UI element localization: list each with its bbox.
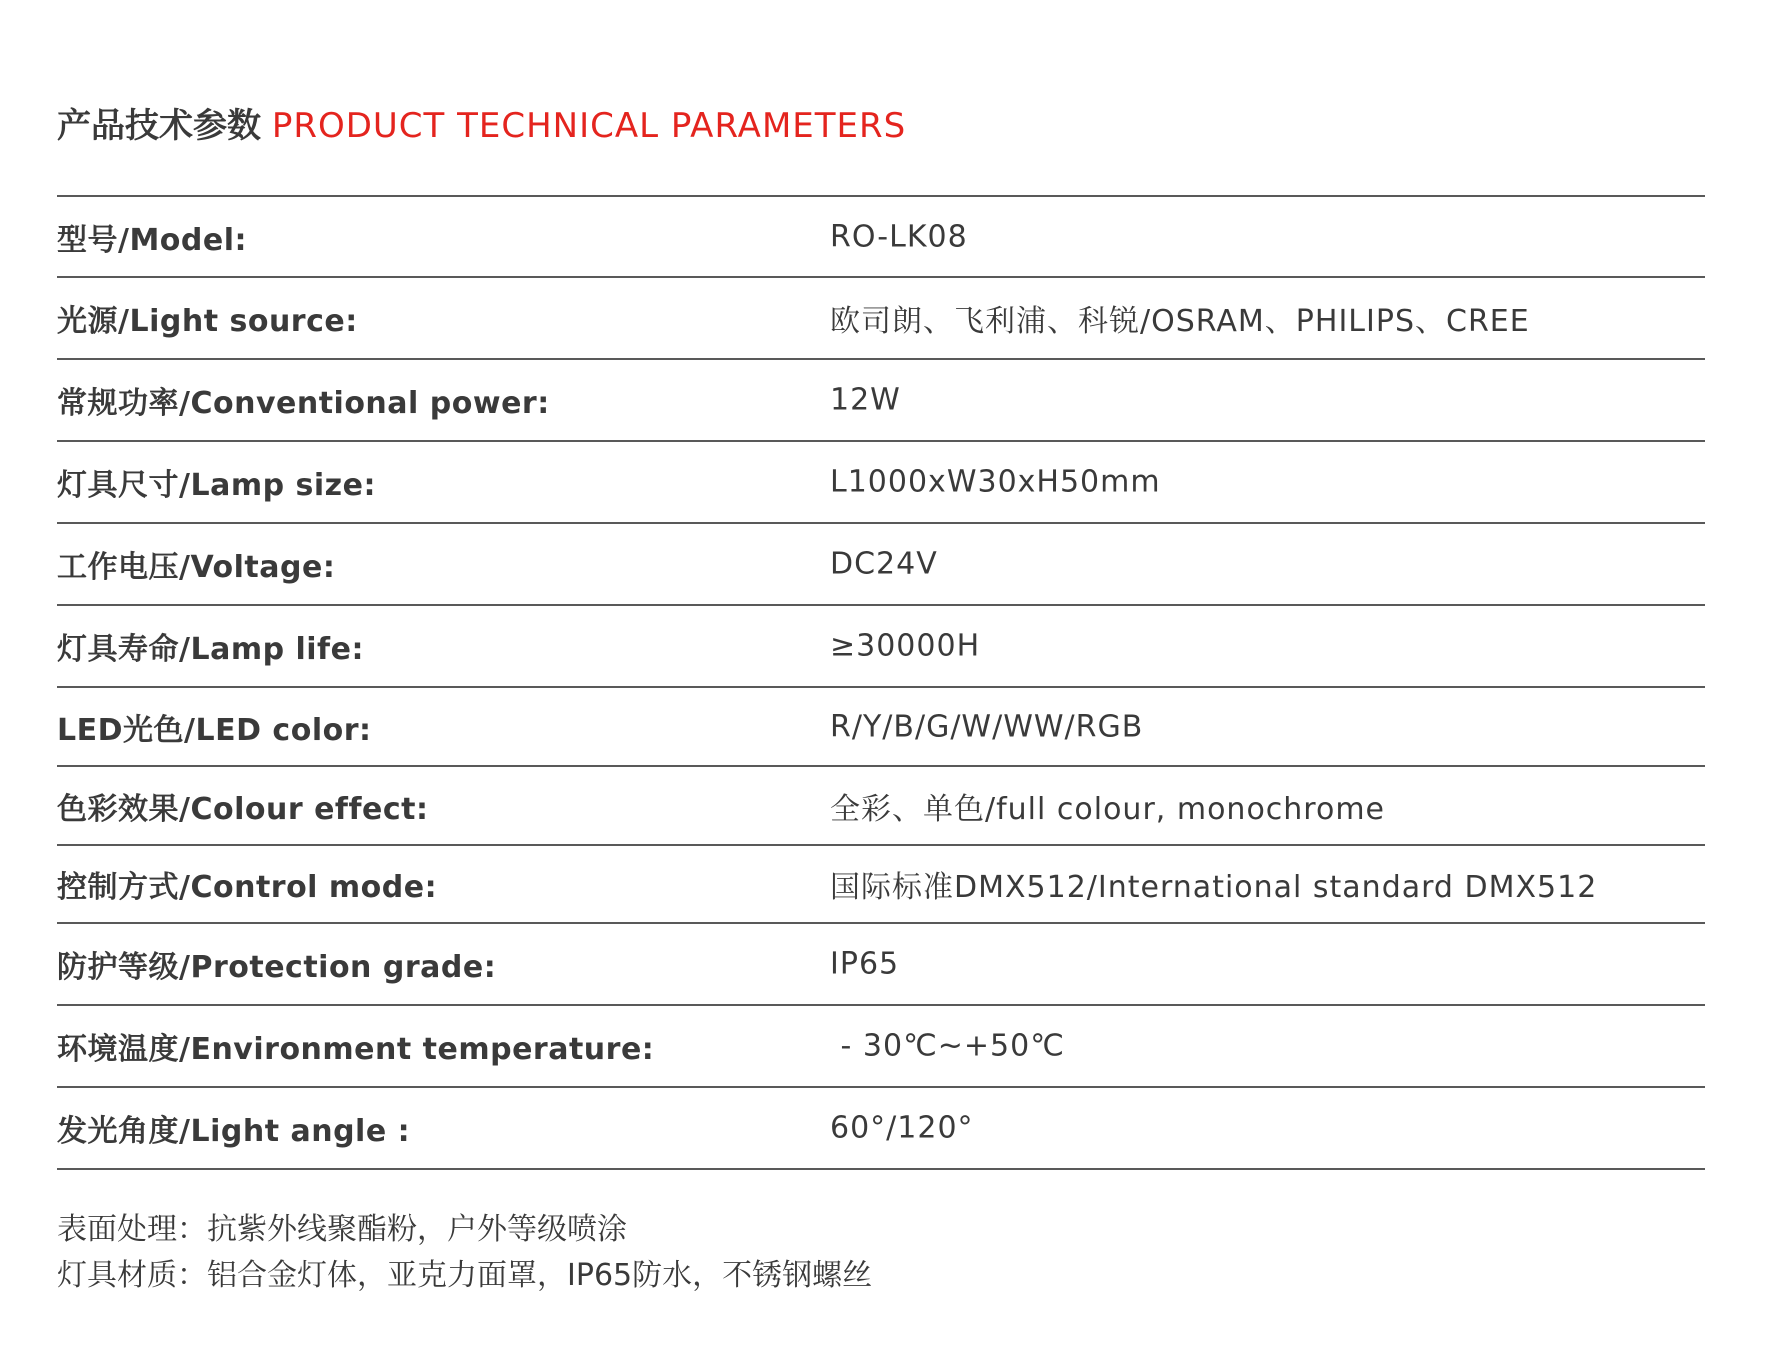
note-surface-treatment: 表面处理：抗紫外线聚酯粉，户外等级喷涂 [57,1212,627,1247]
param-row-voltage [57,524,1705,606]
param-label: 防护等级/Protection grade: [57,950,497,985]
param-row-lamp-life [57,606,1705,688]
page-title [57,102,906,150]
param-value: 欧司朗、飞利浦、科锐/OSRAM、PHILIPS、CREE [830,304,1530,339]
param-row-lamp-size [57,442,1705,524]
param-label: 灯具尺寸/Lamp size: [57,468,376,503]
param-row-protection-grade [57,924,1705,1006]
param-value: - 30℃~+50℃ [830,1028,1065,1064]
param-label: 工作电压/Voltage: [57,550,336,585]
param-label: LED光色/LED color: [57,712,372,748]
param-row-control-mode [57,846,1705,924]
param-row-environment-temperature [57,1006,1705,1088]
param-label: 环境温度/Environment temperature: [57,1032,655,1067]
param-value: 60°/120° [830,1110,974,1146]
param-value: L1000xW30xH50mm [830,464,1161,500]
param-label: 光源/Light source: [57,304,358,339]
param-row-colour-effect [57,767,1705,846]
param-value: ≥30000H [830,628,981,664]
note-lamp-material: 灯具材质：铝合金灯体，亚克力面罩，IP65防水，不锈钢螺丝 [57,1258,873,1293]
title-english: PRODUCT TECHNICAL PARAMETERS [271,106,907,146]
param-row-power [57,360,1705,442]
param-row-light-source [57,278,1705,360]
param-label: 灯具寿命/Lamp life: [57,632,364,667]
notes [57,1207,872,1299]
param-row-model [57,197,1705,278]
param-value: R/Y/B/G/W/WW/RGB [830,709,1144,744]
param-label: 型号/Model: [57,222,248,258]
param-row-led-color [57,688,1705,767]
param-label: 发光角度/Light angle : [57,1114,411,1149]
param-label: 控制方式/Control mode: [57,870,438,905]
param-label: 常规功率/Conventional power: [57,386,550,421]
param-value: DC24V [830,546,938,582]
param-value: 12W [830,382,901,418]
param-value: IP65 [830,946,900,982]
param-value: 全彩、单色/full colour, monochrome [830,791,1386,827]
param-value: RO-LK08 [830,219,968,254]
param-value: 国际标准DMX512/International standard DMX512 [830,870,1598,905]
param-label: 色彩效果/Colour effect: [57,791,429,827]
param-row-light-angle [57,1088,1705,1170]
title-chinese: 产品技术参数 [57,106,261,146]
parameters-table [57,195,1705,1170]
